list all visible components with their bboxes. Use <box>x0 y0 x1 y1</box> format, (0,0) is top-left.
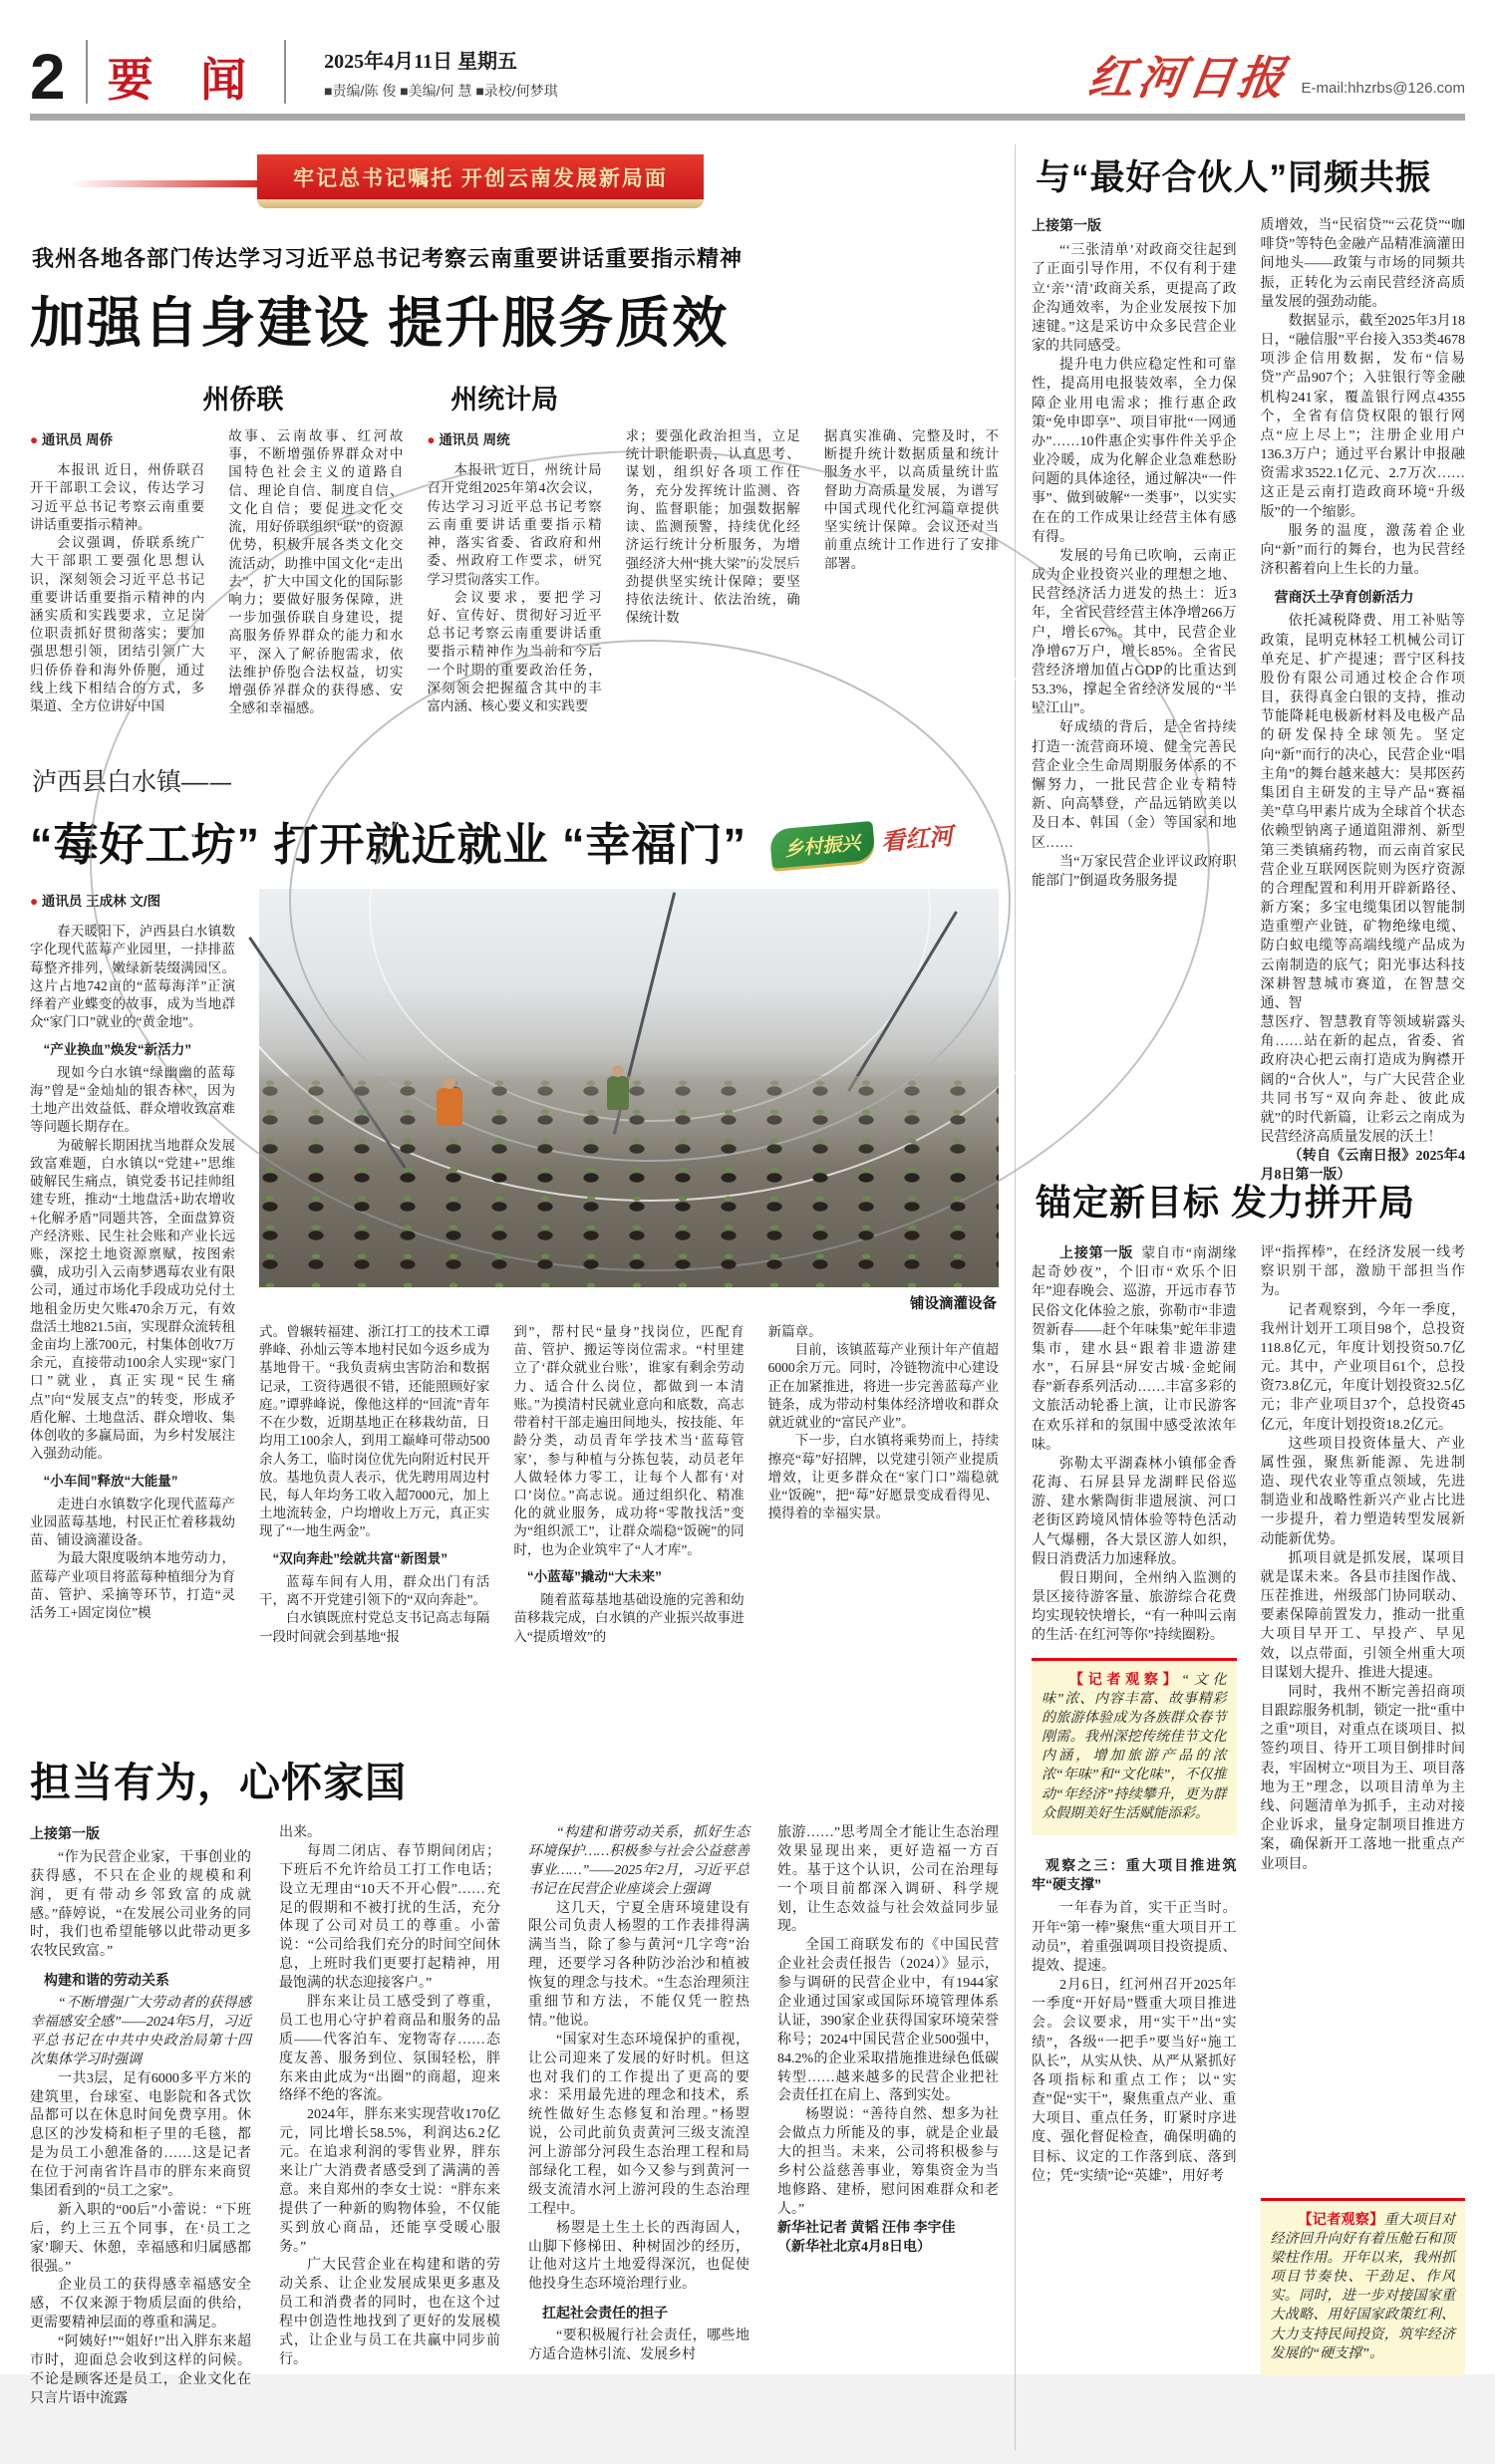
blueberry-right-block <box>259 889 999 1720</box>
observer-note <box>1042 1671 1227 1823</box>
signature-line: 新华社记者 黄韬 汪伟 李宇佳 <box>777 2220 956 2236</box>
article-subhead: “双向奔赴”绘就共富“新图景” <box>272 1550 448 1566</box>
goal-col2-text <box>1261 1243 1466 1874</box>
goal-article <box>1032 1175 1465 2387</box>
byline: ● 通讯员 周统 <box>427 431 601 449</box>
stamp-text-red: 看红河 <box>880 824 955 857</box>
tongji-label: 州统计局 <box>450 385 559 414</box>
blueberry-column-3 <box>513 1323 744 1720</box>
blueberry-column-2 <box>259 1323 489 1720</box>
bottom-column-2 <box>279 1824 500 2464</box>
observer-text: 重大项目对经济回升向好有着压舱石和顶梁柱作用。开年以来，我州抓项目节奏快、干劲足、作风实。同时，进一步对接国家重大战略、用好国家政策红利、大力支持民间投资，筑牢经济发展的“硬支撑”。 <box>1270 2212 1456 2361</box>
page-number: 2 <box>30 40 66 113</box>
bottom-columns <box>30 1824 999 2464</box>
paragraph: 杨曌说：“善待自然、想多为社会做点力所能及的事，就是企业最大的担当。未来，公司将积极参与乡村公益慈善事业，筹集资金为当地修路、建桥，慰问困难群众和老人。” <box>777 2107 999 2217</box>
bottom-column-3 <box>528 1824 749 2464</box>
blueberry-kicker: 泸西县白水镇—— <box>32 768 232 796</box>
paragraph: “国家对生态环境保护的重视，让公司迎来了发展的好时机。但这也对我们的工作提出了更高的要求：采用最先进的理念和技术，系统性做好生态修复和治理。”杨曌说，公司此前负责黄河三级支流湟河上游部分河段生态治理工程和局部绿化工程，如今又参与到黄河一级支流清水河上游河段的生态治理工程中。 <box>528 2032 749 2217</box>
goal-column-1 <box>1032 1243 1237 2387</box>
goal-column-2 <box>1261 1243 1466 2387</box>
blueberry-pot-rows <box>259 1076 999 1287</box>
bottom-headline: 担当有为，心怀家国 <box>30 1760 407 1805</box>
lead-headline: 加强自身建设 提升服务质效 <box>30 292 730 354</box>
masthead <box>1084 53 1465 104</box>
article-subhead: “小车间”释放“大能量” <box>43 1473 178 1489</box>
paragraph: 广大民营企业在构建和谐的劳动关系、让企业发展成果更多惠及员工和消费者的同时，也在这个过程中创造性地找到了更好的发展模式，让企业与员工在共赢中同步前行。 <box>279 2258 500 2367</box>
paragraph: 好成绩的背后，是全省持续打造一流营商环境、健全完善民营企业全生命周期服务体系的不懈努力，一批民营企业专精特新、向高攀登，产品远销欧美以及日本、韩国（金）等国家和地区…… <box>1032 720 1237 851</box>
slogan-banner-row <box>30 154 999 214</box>
paragraph: 求；要强化政治担当，立足统计职能职责，认真思考、谋划，组织好各项工作任务，充分发挥统计监测、咨询、监督职能；加强数据解读、监测预警，持续优化经济运行统计分析服务，为增强经济大州“挑大梁”的发展后劲提供坚实统计保障；要坚持依法统计、依法治统，确保统计数 <box>625 428 800 626</box>
paragraph: 这几天，宁夏全唐环境建设有限公司负责人杨曌的工作表排得满满当当，除了参与黄河“几字弯”治理，还要学习各种防沙治沙和植被恢复的理念与技术。“生态治理须注重细节和方法，不能仅凭一腔热情。”他说。 <box>528 1900 749 2029</box>
paragraph: 全国工商联发布的《中国民营企业社会责任报告（2024）》显示，参与调研的民营企业中，有1944家企业通过国家或国际环境管理体系认证，390家企业获得国家环境荣誉称号；2024中国民营企业500强中，84.2%的企业采取措施推进绿色低碳转型……越来越多的民营企业把社会责任扛在肩上、落到实处。 <box>777 1938 999 2104</box>
paragraph: 当“万家民营企业评议政府职能部门”倒逼政务服务提 <box>1032 854 1237 889</box>
goal-col1-top <box>1032 1243 1237 1646</box>
paragraph: 一共3层，足有6000多平方米的建筑里，台球室、电影院和各式饮品都可以在休息时间免费享用。休息区的沙发椅和柜子里的毛毯，都是为员工小憩准备的……这是记者在位于河南省许昌市的胖东来商贸集团看到的“员工之家”。 <box>30 2070 251 2200</box>
slogan-banner: 牢记总书记嘱托 开创云南发展新局面 <box>257 154 704 200</box>
paragraph: 服务的温度，激荡着企业向“新”而行的舞台，也为民营经济积蓄着向上生长的力量。 <box>1260 523 1465 578</box>
paragraph: 现如今白水镇“绿幽幽的蓝莓海”曾是“金灿灿的银杏林”，因为土地产出效益低、群众增收致富难等问题长期存在。 <box>30 1064 235 1135</box>
paragraph: 为破解长期困扰当地群众发展致富难题，白水镇以“党建+”思维破解民生痛点，镇党委书记挂帅组建专班，推动“土地盘活+助农增收+化解矛盾”同题共答，全面盘算资产经济账、民生社会账和产业长远账，深挖土地资源禀赋，按图索骥，成功引入云南梦遇莓农业有限公司，通过市场化手段成功兑付土地租金历史欠账470余万元，有效盘活土地821.5亩，实现群众流转租金亩均上涨700元，村集体创收7万余元，直接带动100余人实现“家门口”就业，真正实现“民生痛点”向“发展支点”的转变，形成矛盾化解、土地盘活、群众增收、集体创收的多赢局面，为乡村发展注入强劲动能。 <box>30 1137 235 1462</box>
paragraph: 故事、云南故事、红河故事，不断增强侨界群众对中国特色社会主义的道路自信、理论自信、制度自信、文化自信；要促进文化交流，用好侨联组织“联”的资源优势，积极开展各类文化交流活动，助推中国文化“走出去”，扩大中国文化的国际影响力；要做好服务保障，进一步加强侨联自身建设，提高服务侨界群众的能力和水平，深入了解侨胞需求，依法维护侨胞合法权益，切实增强侨界群众的获得感、安全感和幸福感。 <box>228 428 404 716</box>
article-subhead: 扛起社会责任的担子 <box>542 2305 668 2322</box>
newspaper-header <box>30 0 1465 113</box>
blueberry-column-4 <box>768 1323 999 1720</box>
paragraph: 依托减税降费、用工补贴等政策，昆明克林轻工机械公司订单充足、扩产提速；晋宁区科技股份有限公司通过校企合作项目，获得真金白银的支持，推动节能降耗电极新材料及电极产品的研发保持全球领先。坚定向“新”而行的决心，民营企业“唱主角”的舞台越来越大：昊邦医药集团自主研发的主导产品“赛福美”草乌甲素片成为全球首个状态依赖型钠离子通道阻滞剂、新型第三类镇痛药物，而云南首家民营企业互联网医院则为医疗资源的合理配置和利用开辟新路径、新方案；多宝电缆集团以智能制造重塑产业链，矿物绝缘电缆、防白蚁电缆等高端线缆产品成为云南制造的底气；阳光事达科技深耕智慧城市赛道，在智慧交通、智 <box>1260 614 1465 1011</box>
qiaolian-label: 州侨联 <box>202 385 284 414</box>
paragraph: 上接第一版 蒙自市“南湖缘起奇妙夜”，个旧市“欢乐个旧年”迎春晚会、巡游，开远市春节民俗文化体验之旅，弥勒市“非遗贺新春——赶个年味集”蛇年非遗集市，建水县“跟着非遗游建水”，石屏县“屏安古城·金蛇闹春”新春系列活动……丰富多彩的文旅活动轮番上演，让市民游客在欢乐祥和的氛围中感受浓浓年味。 <box>1032 1244 1237 1453</box>
paragraph: 白水镇既庶村党总支书记高志每隔一段时间就会到基地“报 <box>259 1610 490 1644</box>
paragraph: 新篇章。 <box>767 1324 822 1339</box>
bottom-column-4 <box>777 1824 999 2464</box>
paragraph: 弥勒太平湖森林小镇郁金香花海、石屏县异龙湖畔民俗巡游、建水紫陶街非遗展演、河口老街区跨境风情体验等特色活动人气爆棚，各大景区游人如织，假日消费活力加速释放。 <box>1032 1456 1237 1567</box>
paragraph: 抓项目就是抓发展，谋项目就是谋未来。各县市挂图作战、压茬推进，州级部门协同联动、要素保障前置发力，推动一批重大项目早开工、早投产、早见效，以点带面，引领全州重大项目谋划大提升、推进大提速。 <box>1260 1550 1465 1681</box>
paragraph: 据真实准确、完整及时，不断提升统计数据质量和统计服务水平，以高质量统计监督助力高质量发展，为谱写中国式现代化红河篇章提供坚实统计保障。会议还对当前重点统计工作进行了安排部署。 <box>823 428 1000 571</box>
paragraph: 为最大限度吸纳本地劳动力，蓝莓产业项目将蓝莓种植细分为育苗、管护、采摘等环节，打造“灵活务工+固定岗位”模 <box>30 1550 235 1621</box>
paragraph: 数据显示，截至2025年3月18日，“融信服”平台接入353类4678项涉企信用数据，发布“信易贷”产品907个；入驻银行等金融机构241家，覆盖银行网点4355个，全省有信贷权限的银行网点“应上尽上”；注册企业用户136.3万户；通过平台累计申报融资需求3522.1亿元、2.7万次……这正是云南打造政商环境“升级版”的一个缩影。 <box>1260 313 1465 520</box>
paragraph: 每周二闭店、春节期间闭店；下班后不允许给员工打工作电话；设立无理由“10天不开心假”……充足的假期和不被打扰的生活，充分体现了公司对员工的尊重。小蕾说：“公司给我们充分的时间空间休息，上班时我们更要打起精神，用最饱满的状态迎接客户。” <box>279 1843 500 1992</box>
paragraph: 提升电力供应稳定性和可靠性，提高用电报装效率，全力保障企业用电需求；推行惠企政策“免申即享”、项目审批“一网通办”……10件惠企实事件件关乎企业冷暖，成为化解企业急难愁盼问题的具体途径，通过解决“一件事”、做到破解“一类事”，以实实在在的工作成果让经营主体有感有得。 <box>1032 358 1237 545</box>
article-subhead: 构建和谐的劳动关系 <box>44 1972 169 1989</box>
paragraph: 蓝莓车间有人用，群众出门有活干，离不开党建引领下的“双向奔赴”。 <box>259 1573 490 1608</box>
paragraph: 会议强调，侨联系统广大干部职工要强化思想认识，深刻领会习近平总书记重要讲话重要指示精神的内涵实质和实践要求，立足岗位职责抓好贯彻落实；要加强思想引领，团结引领广大归侨侨眷和海外侨胞，通过线上线下相结合的方式，多渠道、全方位讲好中国 <box>30 535 205 714</box>
header-divider-1 <box>86 40 88 104</box>
paragraph: 这些项目投资体量大、产业属性强，聚焦新能源、先进制造、现代农业等重点领域，先进制造业和战略性新兴产业占比进一步提升，着力塑造转型发展新动能新优势。 <box>1260 1436 1465 1547</box>
paragraph: 本报讯 近日，州统计局召开党组2025年第4次会议，传达学习习近平总书记考察云南重要讲话重要指示精神，落实省委、省政府和州委、州政府工作要求，研究学习贯彻落实工作。 <box>427 462 602 587</box>
observer-text: “文化味”浓、内容丰富、故事精彩的旅游体验成为各族群众春节刚需。我州深挖传统佳节文化内涵，增加旅游产品的浓浓“年味”和“文化味”，不仅推动“年经济”持续攀升，更为群众假期美好生活赋能添彩。 <box>1042 1672 1227 1821</box>
article-subhead: “产业换血”焕发“新活力” <box>43 1041 191 1057</box>
partner-headline: 与“最好合伙人”同频共振 <box>1036 158 1432 197</box>
paragraph: 胖东来让员工感受到了尊重，员工也用心守护着商品和服务的品质——代客泊车、宠物寄存……态度友善、服务到位、氛围轻松，胖东来由此成为“出圈”的商超，迎来络绎不绝的客流。 <box>279 1995 500 2104</box>
observer-box-1 <box>1032 1658 1237 1835</box>
greenhouse-photo <box>259 889 999 1287</box>
paragraph: 旅游……”思考周全才能让生态治理效果显现出来，更好造福一方百姓。基于这个认识，公司在治理每一个项目前都深入调研、科学规划，让生态效益与社会效益同步显现。 <box>777 1825 999 1935</box>
article-subhead: “小蓝莓”撬动“大未来” <box>526 1568 662 1584</box>
paragraph: 新入职的“00后”小蕾说：“下班后，约上三五个同事，在‘员工之家’聊天、休憩，幸福感和归属感都很强。” <box>30 2202 251 2275</box>
paragraph: “作为民营企业家，干事创业的获得感，不只在企业的规模和利润，更有带动乡邻致富的成就感。”薛婷说，“在发展公司业务的同时，我们也希望能够以此带动更多农牧民致富。” <box>30 1849 251 1960</box>
sub-article-labels <box>30 378 999 413</box>
paragraph: 2024年，胖东来实现营收170亿元，同比增长58.5%，利润达6.2亿元。在追求利润的零售业界，胖东来让广大消费者感受到了满满的善意。来自郑州的李女士说：“胖东来提供了一种新的购物体验，不仅能买到放心商品，还能享受暖心服务。” <box>279 2107 500 2255</box>
column-rule <box>1015 144 1016 2450</box>
section-title: 要 闻 <box>107 55 265 106</box>
partner-column-2 <box>1260 216 1466 1184</box>
tunnel-arc <box>369 699 931 1122</box>
banner-swoosh <box>70 180 264 187</box>
paragraph: 评“指挥棒”，在经济发展一线考察识别干部，激励干部担当作为。 <box>1260 1245 1465 1299</box>
paragraph: 走进白水镇数字化现代蓝莓产业园蓝莓基地，村民正忙着移栽幼苗、铺设滴灌设备。 <box>30 1496 235 1548</box>
lead-kicker: 我州各地各部门传达学习习近平总书记考察云南重要讲话重要指示精神 <box>32 246 744 271</box>
signature-line: （新华社北京4月8日电） <box>777 2239 931 2255</box>
observer-label: 【记者观察】 <box>1298 2212 1384 2228</box>
paragraph: 质增效，当“民宿贷”“云花贷”“咖啡贷”等特色金融产品精准滴灌田间地头——政策与市场的同频共振，正转化为云南民营经济高质量发展的强劲动能。 <box>1260 218 1465 310</box>
blueberry-body <box>30 889 999 1720</box>
blueberry-lower-columns <box>259 1323 999 1720</box>
paragraph: 下一步，白水镇将乘势而上，持续擦亮“莓”好招牌，以党建引领产业提质增效，让更多群众在“家门口”端稳就业“饭碗”，把“莓”好愿景变成看得见、摸得着的幸福实景。 <box>767 1433 999 1521</box>
lead-in: 上接第一版 <box>1032 217 1101 233</box>
blueberry-headline: “莓好工坊” 打开就近就业 “幸福门” <box>30 819 748 870</box>
paragraph: 春天暖阳下，泸西县白水镇数字化现代蓝莓产业园里，一排排蓝莓整齐排列，嫩绿新装缀满园区。这片占地742亩的“蓝莓海洋”正演绎着产业蝶变的故事，成为当地群众“家门口”就业的“黄金地”。 <box>30 924 235 1030</box>
goal-headline: 锚定新目标 发力拼开局 <box>1036 1182 1416 1223</box>
lead-in: 上接第一版 <box>1059 1244 1134 1260</box>
byline: ● 通讯员 王成林 文/图 <box>30 893 235 911</box>
observer-note <box>1271 2211 1456 2363</box>
paragraph: 2月6日，红河州召开2025年一季度“开好局”暨重大项目推进会。会议要求，用“实干”出“实绩”，各级“一把手”要当好“施工队长”，从实从快、从严从紧抓好各项指标和重点工作；以“实查”促“实干”，聚焦重点产业、重大项目、重点任务，盯紧时序进度、强化督促检查，确保明确的目标、议定的工作落到底、落到位；凭“实绩”论“英雄”，用好考 <box>1032 1978 1237 2184</box>
paragraph: 一年春为首，实干正当时。开年“第一棒”聚焦“重大项目开工动员”，着重强调项目投资提质、提效、提速。 <box>1032 1901 1237 1974</box>
paragraph: 发展的号角已吹响，云南正成为企业投资兴业的理想之地、民营经济活力迸发的热土：近3年，全省民营经营主体净增266万户，增长67%。其中，民营企业净增67万户，增长85%。全省民营经济增加值占GDP的比重达到53.3%，撑起全省经济发展的“半壁江山”。 <box>1032 548 1237 717</box>
paragraph: 随着蓝莓基地基础设施的完善和幼苗移栽完成，白水镇的产业振兴故事进入“提质增效”的 <box>513 1592 745 1644</box>
header-rule <box>30 114 1465 121</box>
paragraph: 到”，帮村民“量身”找岗位，匹配育苗、管护、搬运等岗位需求。“村里建立了‘群众就业台账’，谁家有剩余劳动力、适合什么岗位，都做到一本清账。”为摸清村民就业意向和底数，高志带着村干部走遍田间地头，按技能、年龄分类，动员青年学技术当‘蓝莓管家’，参与种植与分拣包装，动员老年人做轻体力零工，让每个人都有‘对口’岗位。”高志说。通过组织化、精准化的就业服务，成功将“零散找活”变为“组织派工”，让群众端稳“饭碗”的同时，也为企业筑牢了“人才库”。 <box>513 1324 745 1557</box>
goal-columns <box>1032 1243 1465 2387</box>
paragraph: 慧医疗、智慧教育等领域崭露头角……站在新的起点，省委、省政府决心把云南打造成为胸襟开阔的“合伙人”，与广大民营企业共同书写“双向奔赴、彼此成就”的时代新篇，让彩云之南成为民营经济高质量发展的沃土！ <box>1260 1015 1465 1146</box>
quote-attribution: “不断增强广大劳动者的获得感幸福感安全感”——2024年5月，习近平总书记在中共中央政治局第十四次集体学习时强调 <box>30 1996 251 2067</box>
paragraph: 企业员工的获得感幸福感安全感，不仅来源于物质层面的供给，更需要精神层面的尊重和满足。 <box>30 2278 251 2331</box>
date-block <box>324 45 558 104</box>
page-content <box>30 121 1465 2464</box>
blueberry-article <box>30 762 999 1720</box>
observer-label: 【记者观察】 <box>1069 1672 1182 1688</box>
paragraph: “阿姨好!”“姐好!”出入胖东来超市时，迎面总会收到这样的问候。不论是顾客还是员工，企业文化在只言片语中流露 <box>30 2334 251 2406</box>
paragraph: 会议要求，要把学习好、宣传好、贯彻好习近平总书记考察云南重要讲话重要指示精神作为当前和今后一个时期的重要政治任务，深刻领会把握蕴含其中的丰富内涵、核心要义和实践要 <box>427 589 602 714</box>
paragraph: 假日期间，全州纳入监测的景区接待游客量、旅游综合花费均实现较快增长，“有一种叫云南的生活·在红河等你”持续圈粉。 <box>1032 1570 1237 1644</box>
right-rail <box>1032 121 1465 2464</box>
paragraph: 同时，我州不断完善招商项目跟踪服务机制，锁定一批“重中之重”项目，对重点在谈项目、拟签约项目、待开工项目倒排时间表，牢固树立“项目为王、项目落地为王”理念，以项目清单为主线、问题清单为抓手，主动对接企业诉求，量身定制项目推进方案，确保新开工落地一批重点产业项目。 <box>1260 1684 1465 1872</box>
paragraph: “‘三张清单’对政商交往起到了正面引导作用，不仅有利于建立‘亲’‘清’政商关系，更提高了政企沟通效率，为企业发展按下加速键。”这是采访中众多民营企业家的共同感受。 <box>1032 243 1237 355</box>
stamp-text-green: 乡村振兴 <box>769 821 876 869</box>
photo-caption: 铺设滴灌设备 <box>910 1296 997 1312</box>
paragraph: 出来。 <box>279 1825 321 1840</box>
paragraph: 式。曾辗转福建、浙江打工的技术工谭骅峰、孙灿云等本地村民如今返乡成为基地骨干。“我负责病虫害防治和数据记录，工资待遇很不错，还能照顾好家庭。”谭骅峰说，像他这样的“回流”青年不在少数，近期基地正在移栽幼苗，日均用工100余人，到用工巅峰可带动500余人务工，临时岗位优先向附近村民开放。基地负责人表示，优先聘用周边村民，每人年均务工收入超7000元，加上土地流转金，户均增收上万元，真正实现了“一地生两金”。 <box>259 1324 490 1539</box>
paragraph: 目前，该镇蓝莓产业预计年产值超6000余万元。同时，冷链物流中心建设正在加紧推进，将进一步完善蓝莓产业链条，成为带动村集体经济增收和群众就近就业的“富民产业”。 <box>767 1342 999 1431</box>
goal-col1-bottom <box>1032 1847 1237 2186</box>
observer-box-2 <box>1261 2198 1466 2375</box>
worker-figure <box>607 1076 629 1110</box>
quote-attribution: “构建和谐劳动关系，抓好生态环境保护……积极参与社会公益慈善事业……”——2025年2月，习近平总书记在民营企业座谈会上强调 <box>528 1825 749 1897</box>
editors-line: ■责编/陈 俊 ■美编/何 慧 ■录校/何梦琪 <box>324 83 558 99</box>
paragraph: 本报讯 近日，州侨联召开干部职工会议，传达学习习近平总书记考察云南重要讲话重要指示精神。 <box>30 462 205 532</box>
paragraph: 杨曌是土生土长的西海固人，山脚下修梯田、种树固沙的经历，让他对这片土地爱得深沉，也促使他投身生态环境治理行业。 <box>528 2220 749 2293</box>
worker-figure <box>437 1088 462 1126</box>
paragraph: （转自《云南日报》2025年4月8日第一版） <box>1260 1149 1465 1184</box>
left-zone <box>30 121 999 2464</box>
paragraph: 记者观察到，今年一季度，我州计划开工项目98个，总投资118.8亿元，年度计划投资50.7亿元。其中，产业项目61个，总投资73.8亿元，年度计划投资32.5亿元；非产业项目37个，总投资45亿元，年度计划投资18.2亿元。 <box>1260 1302 1465 1433</box>
email-address: E-mail:hhzrbs@126.com <box>1301 80 1465 97</box>
byline: ● 通讯员 周侨 <box>30 431 204 449</box>
paragraph: “要积极履行社会责任，哪些地方适合造林引流、发展乡村 <box>528 2328 749 2363</box>
masthead-logo: 红河日报 <box>1084 53 1292 104</box>
bottom-column-1 <box>30 1824 251 2464</box>
lead-in: 上接第一版 <box>30 1825 100 1841</box>
publish-date: 2025年4月11日 星期五 <box>324 51 517 73</box>
header-divider-2 <box>284 40 286 104</box>
article-subhead: 营商沃土孕育创新活力 <box>1274 589 1414 606</box>
bottom-article <box>30 1750 999 2464</box>
article-subhead: 观察之三：重大项目推进筑牢“硬支撑” <box>1032 1856 1237 1893</box>
